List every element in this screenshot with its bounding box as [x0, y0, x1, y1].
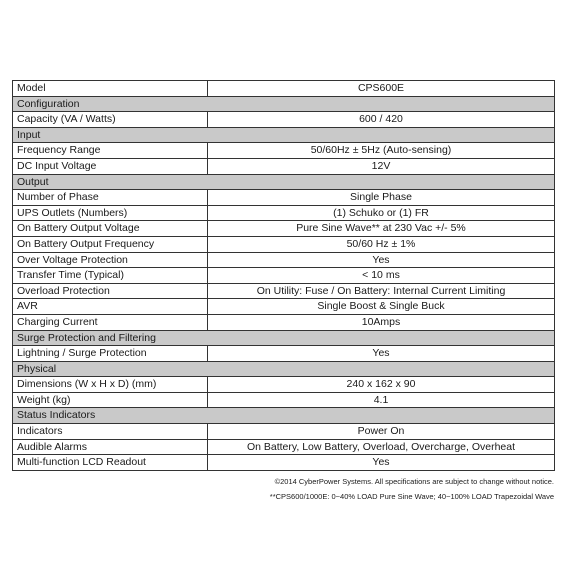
- spec-value: Yes: [208, 252, 555, 268]
- wave-footnote: **CPS600/1000E: 0~40% LOAD Pure Sine Wave; 40~100% LOAD Trapezoidal Wave: [269, 492, 554, 501]
- spec-row: [13, 252, 555, 268]
- spec-label: Weight (kg): [13, 392, 208, 408]
- spec-row: [13, 346, 555, 362]
- spec-label: Overload Protection: [13, 283, 208, 299]
- spec-table-body: [13, 81, 555, 471]
- spec-label: Charging Current: [13, 314, 208, 330]
- spec-row: [13, 299, 555, 315]
- section-header-row: [13, 361, 555, 377]
- spec-value: 4.1: [208, 392, 555, 408]
- spec-row: [13, 81, 555, 97]
- spec-row: [13, 205, 555, 221]
- spec-value: Single Phase: [208, 190, 555, 206]
- section-header: Input: [13, 127, 555, 143]
- spec-label: Model: [13, 81, 208, 97]
- section-header-row: [13, 174, 555, 190]
- spec-row: [13, 439, 555, 455]
- spec-value: 50/60Hz ± 5Hz (Auto-sensing): [208, 143, 555, 159]
- spec-row: [13, 455, 555, 471]
- spec-value: 50/60 Hz ± 1%: [208, 236, 555, 252]
- copyright-note: ©2014 CyberPower Systems. All specifications are subject to change without notice.: [274, 477, 554, 486]
- section-header-row: [13, 408, 555, 424]
- spec-value: Yes: [208, 455, 555, 471]
- spec-row: [13, 143, 555, 159]
- spec-value: 10Amps: [208, 314, 555, 330]
- spec-value: On Battery, Low Battery, Overload, Overcharge, Overheat: [208, 439, 555, 455]
- spec-label: Transfer Time (Typical): [13, 268, 208, 284]
- spec-row: [13, 424, 555, 440]
- spec-label: Multi-function LCD Readout: [13, 455, 208, 471]
- spec-label: Lightning / Surge Protection: [13, 346, 208, 362]
- spec-row: [13, 158, 555, 174]
- spec-label: On Battery Output Voltage: [13, 221, 208, 237]
- section-header-row: [13, 127, 555, 143]
- spec-label: Number of Phase: [13, 190, 208, 206]
- spec-value: < 10 ms: [208, 268, 555, 284]
- spec-label: AVR: [13, 299, 208, 315]
- spec-row: [13, 221, 555, 237]
- spec-label: Indicators: [13, 424, 208, 440]
- spec-value: On Utility: Fuse / On Battery: Internal Current Limiting: [208, 283, 555, 299]
- spec-value: Single Boost & Single Buck: [208, 299, 555, 315]
- spec-value: 240 x 162 x 90: [208, 377, 555, 393]
- spec-value: 12V: [208, 158, 555, 174]
- spec-label: On Battery Output Frequency: [13, 236, 208, 252]
- spec-row: [13, 392, 555, 408]
- spec-label: UPS Outlets (Numbers): [13, 205, 208, 221]
- section-header-row: [13, 330, 555, 346]
- section-header: Configuration: [13, 96, 555, 112]
- spec-row: [13, 190, 555, 206]
- spec-row: [13, 112, 555, 128]
- footer-notes: [270, 474, 554, 504]
- spec-row: [13, 377, 555, 393]
- section-header: Surge Protection and Filtering: [13, 330, 555, 346]
- spec-label: Audible Alarms: [13, 439, 208, 455]
- spec-row: [13, 283, 555, 299]
- spec-value: Power On: [208, 424, 555, 440]
- spec-label: Over Voltage Protection: [13, 252, 208, 268]
- spec-label: Capacity (VA / Watts): [13, 112, 208, 128]
- spec-value: CPS600E: [208, 81, 555, 97]
- spec-value: 600 / 420: [208, 112, 555, 128]
- spec-row: [13, 236, 555, 252]
- spec-value: Pure Sine Wave** at 230 Vac +/- 5%: [208, 221, 555, 237]
- spec-table: [12, 80, 555, 471]
- spec-row: [13, 268, 555, 284]
- spec-label: Frequency Range: [13, 143, 208, 159]
- spec-value: (1) Schuko or (1) FR: [208, 205, 555, 221]
- spec-label: DC Input Voltage: [13, 158, 208, 174]
- spec-value: Yes: [208, 346, 555, 362]
- section-header-row: [13, 96, 555, 112]
- section-header: Status Indicators: [13, 408, 555, 424]
- section-header: Physical: [13, 361, 555, 377]
- spec-label: Dimensions (W x H x D) (mm): [13, 377, 208, 393]
- section-header: Output: [13, 174, 555, 190]
- spec-row: [13, 314, 555, 330]
